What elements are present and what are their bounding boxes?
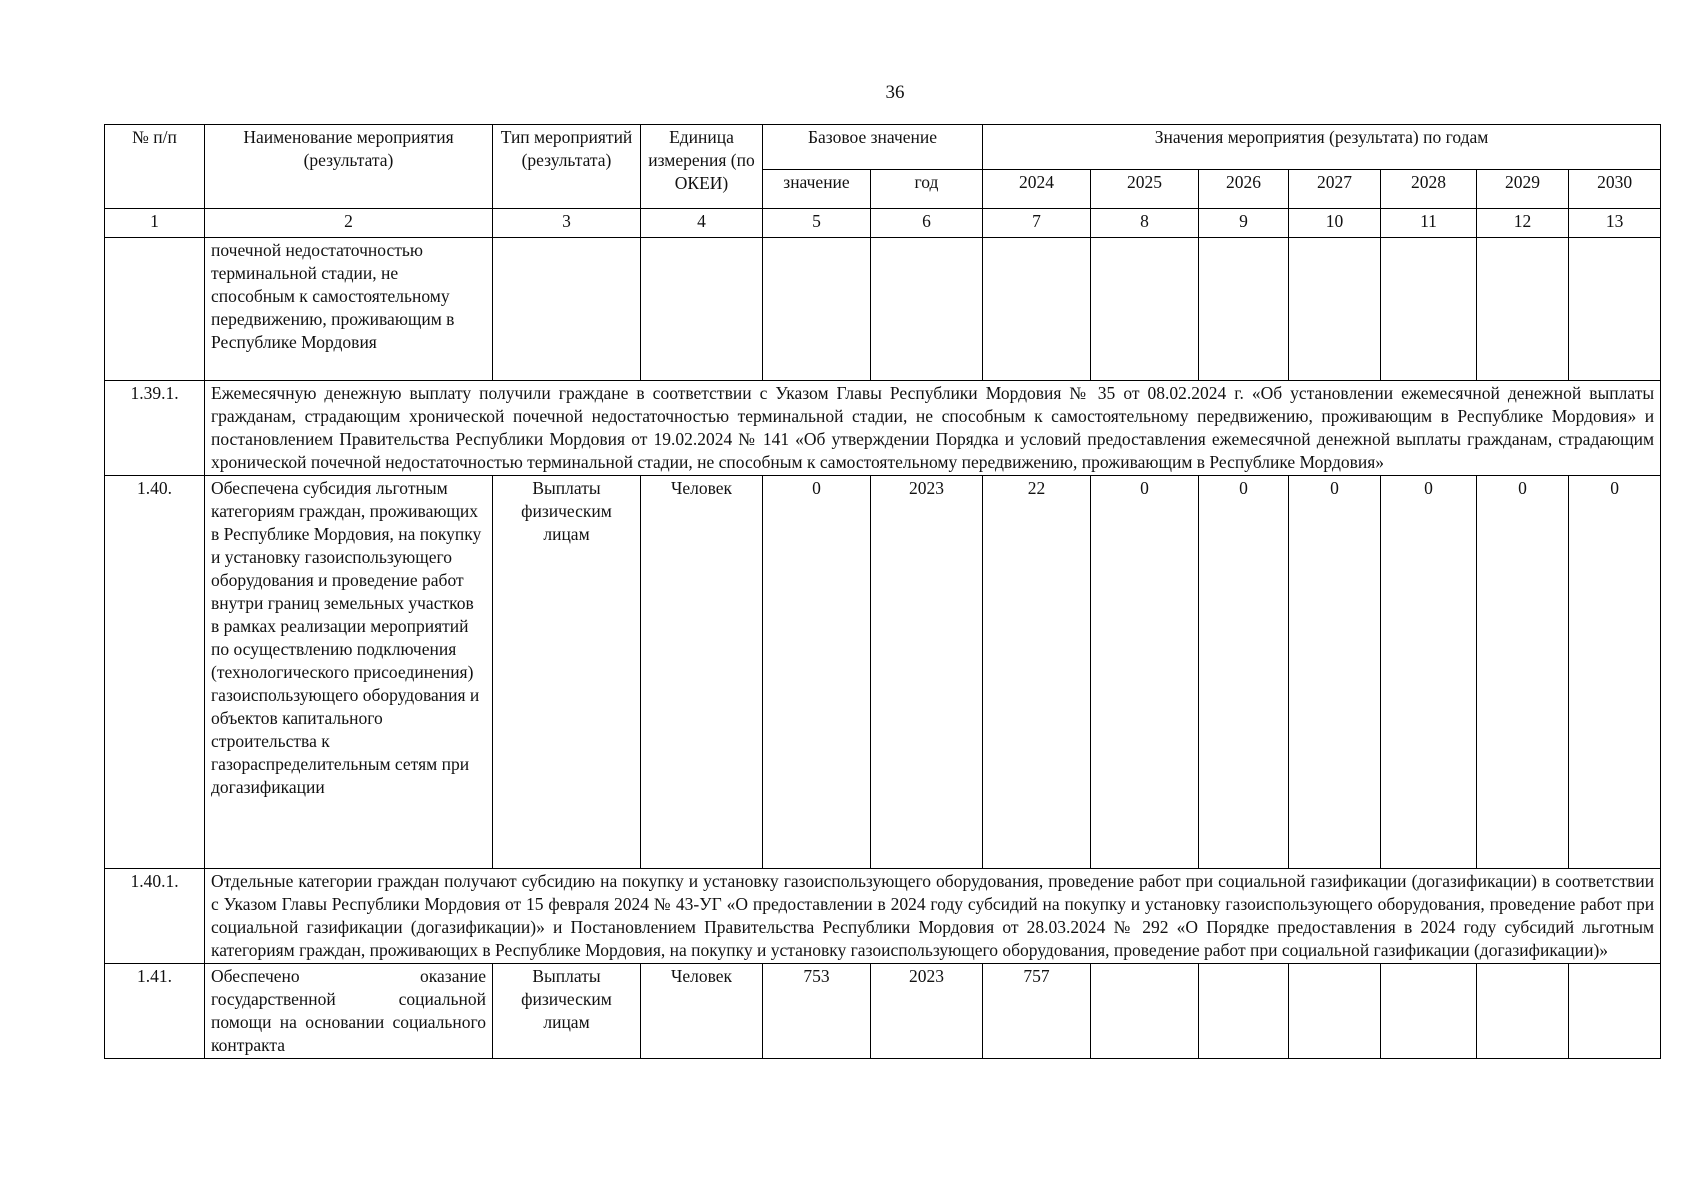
column-number: 4 [641, 209, 763, 238]
row-value-2027: 0 [1289, 476, 1381, 869]
header-base-year: год [871, 170, 983, 209]
column-number: 13 [1569, 209, 1661, 238]
empty-cell [1477, 238, 1569, 381]
column-number: 12 [1477, 209, 1569, 238]
row-value-2030 [1569, 964, 1661, 1059]
header-year-2029: 2029 [1477, 170, 1569, 209]
column-number: 11 [1381, 209, 1477, 238]
row-name-cell: Обеспечена субсидия льготным категориям граждан, проживающих в Республике Мордовия, на покупку и установку газоиспользующего оборудования и проведение работ внутри границ земельных участков в рамках реализации мероприятий по осуществлению подключения (технологического присоединения) газоиспользующего оборудования и объектов капитального строительства к газораспределительным сетям при догазификации [205, 476, 493, 869]
empty-cell [493, 238, 641, 381]
empty-cell [871, 238, 983, 381]
empty-cell [1289, 238, 1381, 381]
header-year-2027: 2027 [1289, 170, 1381, 209]
row-base-value: 0 [763, 476, 871, 869]
row-value-2025 [1091, 964, 1199, 1059]
row-description: Ежемесячную денежную выплату получили граждане в соответствии с Указом Главы Республики Мордовия № 35 от 08.02.2024 г. «Об установлении ежемесячной денежной выплаты гражданам, страдающим хронической почечной недостаточностью терминальной стадии, не способным к самостоятельному передвижению, проживающим в Республике Мордовия» и постановлением Правительства Республики Мордовия от 19.02.2024 № 141 «Об утверждении Порядка и условий предоставления ежемесячной денежной выплаты гражданам, страдающим хронической почечной недостаточностью терминальной стадии, не способным к самостоятельному передвижению, проживающим в Республике Мордовия» [205, 381, 1661, 476]
table-row [105, 869, 1661, 964]
table-row [105, 238, 1661, 381]
page-number: 36 [885, 82, 905, 103]
row-value-2030: 0 [1569, 476, 1661, 869]
header-type: Тип мероприятий (результата) [493, 125, 641, 209]
row-base-year: 2023 [871, 476, 983, 869]
header-year-2024: 2024 [983, 170, 1091, 209]
column-number: 10 [1289, 209, 1381, 238]
row-value-2026 [1199, 964, 1289, 1059]
row-name-cell: почечной недостаточностью терминальной стадии, не способным к самостоятельному передвижению, проживающим в Республике Мордовия [205, 238, 493, 381]
column-number: 5 [763, 209, 871, 238]
row-value-2029: 0 [1477, 476, 1569, 869]
empty-cell [1199, 238, 1289, 381]
header-base-value: значение [763, 170, 871, 209]
column-number: 9 [1199, 209, 1289, 238]
row-index: 1.39.1. [105, 381, 205, 476]
row-value-2028: 0 [1381, 476, 1477, 869]
row-value-2024: 22 [983, 476, 1091, 869]
header-year-2030: 2030 [1569, 170, 1661, 209]
header-year-2025: 2025 [1091, 170, 1199, 209]
row-name-cell: Обеспечено оказание государственной социальной помощи на основании социального контракта [205, 964, 493, 1059]
header-number: № п/п [105, 125, 205, 209]
header-unit: Единица измерения (по ОКЕИ) [641, 125, 763, 209]
row-index-cell [105, 238, 205, 381]
column-numbers-row [105, 209, 1661, 238]
column-number: 3 [493, 209, 641, 238]
column-number: 2 [205, 209, 493, 238]
header-years-group: Значения мероприятия (результата) по годам [983, 125, 1661, 170]
row-index: 1.40.1. [105, 869, 205, 964]
empty-cell [1091, 238, 1199, 381]
row-value-2024: 757 [983, 964, 1091, 1059]
empty-cell [1569, 238, 1661, 381]
row-unit: Человек [641, 964, 763, 1059]
row-index: 1.40. [105, 476, 205, 869]
row-value-2026: 0 [1199, 476, 1289, 869]
column-number: 7 [983, 209, 1091, 238]
row-value-2028 [1381, 964, 1477, 1059]
header-name: Наименование мероприятия (результата) [205, 125, 493, 209]
activities-table [104, 124, 1661, 1059]
row-value-2025: 0 [1091, 476, 1199, 869]
header-base: Базовое значение [763, 125, 983, 170]
row-value-2027 [1289, 964, 1381, 1059]
empty-cell [1381, 238, 1477, 381]
row-description: Отдельные категории граждан получают субсидию на покупку и установку газоиспользующего оборудования, проведение работ при социальной газификации (догазификации) в соответствии с Указом Главы Республики Мордовия от 15 февраля 2024 № 43-УГ «О предоставлении в 2024 году субсидий на покупку и установку газоиспользующего оборудования, проведение работ при социальной газификации (догазификации)» и Постановлением Правительства Республики Мордовия от 28.03.2024 № 292 «О Порядке предоставления в 2024 году субсидий льготным категориям граждан, проживающих в Республике Мордовия, на покупку и установку газоиспользующего оборудования, проведение работ при социальной газификации (догазификации)» [205, 869, 1661, 964]
header-year-2026: 2026 [1199, 170, 1289, 209]
header-year-2028: 2028 [1381, 170, 1477, 209]
row-base-year: 2023 [871, 964, 983, 1059]
table-row [105, 476, 1661, 869]
row-type: Выплаты физическим лицам [493, 964, 641, 1059]
table-row [105, 381, 1661, 476]
column-number: 8 [1091, 209, 1199, 238]
column-number: 6 [871, 209, 983, 238]
empty-cell [763, 238, 871, 381]
empty-cell [983, 238, 1091, 381]
column-number: 1 [105, 209, 205, 238]
row-base-value: 753 [763, 964, 871, 1059]
row-unit: Человек [641, 476, 763, 869]
row-index: 1.41. [105, 964, 205, 1059]
row-type: Выплаты физическим лицам [493, 476, 641, 869]
table-row [105, 964, 1661, 1059]
empty-cell [641, 238, 763, 381]
row-value-2029 [1477, 964, 1569, 1059]
